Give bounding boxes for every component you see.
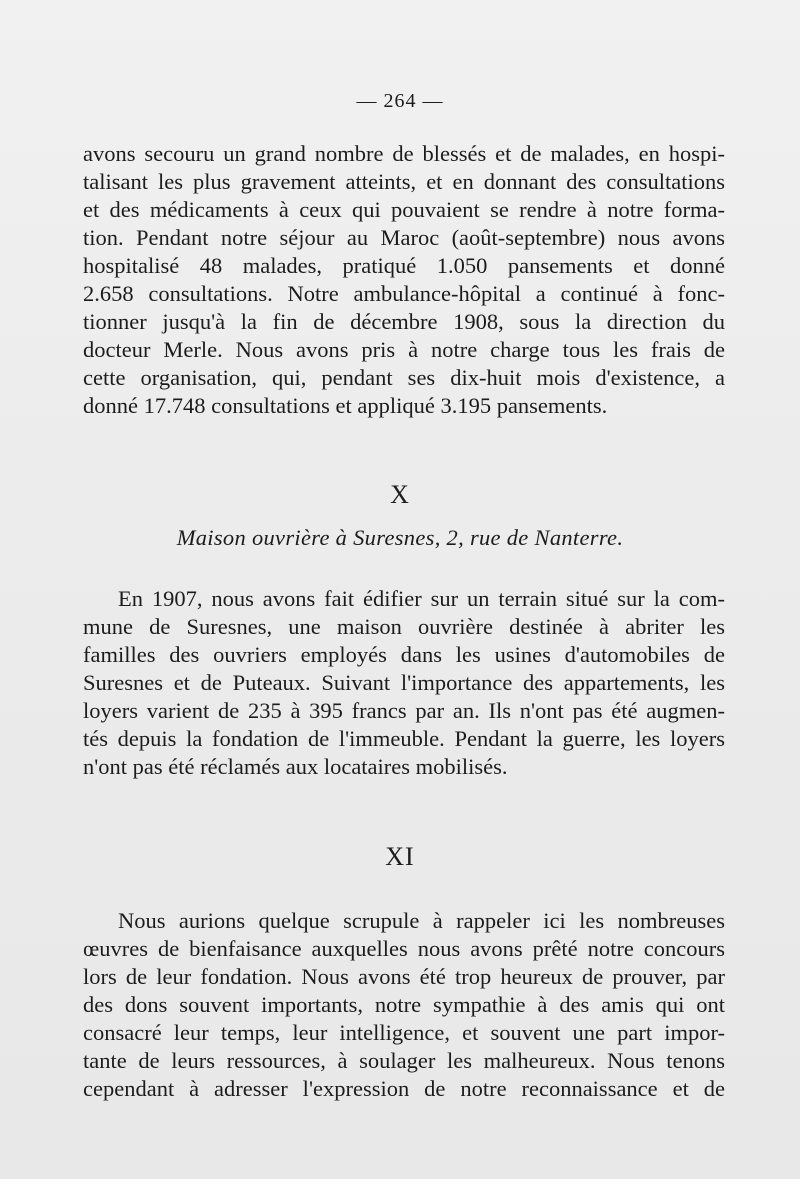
text-line: tés depuis la fondation de l'immeuble. Pendant la guerre, les loyers (83, 726, 725, 751)
text-line: œuvres de bienfaisance auxquelles nous avons prêté notre concours (83, 936, 725, 961)
text-line: tante de leurs ressources, à soulager les malheureux. Nous tenons (83, 1048, 725, 1073)
text-line: lors de leur fondation. Nous avons été trop heureux de prouver, par (83, 964, 725, 989)
text-line: et des médicaments à ceux qui pouvaient se rendre à notre forma- (83, 197, 725, 222)
page-number: — 264 — (356, 90, 444, 112)
text-line: En 1907, nous avons fait édifier sur un terrain situé sur la com- (118, 586, 725, 611)
text-line: Suresnes et de Puteaux. Suivant l'importance des appartements, les (83, 670, 725, 695)
text-line: avons secouru un grand nombre de blessés et de malades, en hospi- (83, 141, 725, 166)
text-line: 2.658 consultations. Notre ambulance-hôpital a continué à fonc- (83, 281, 725, 306)
section-number-x: X (390, 480, 410, 509)
text-line: tionner jusqu'à la fin de décembre 1908, sous la direction du (83, 309, 725, 334)
text-line: loyers varient de 235 à 395 francs par an. Ils n'ont pas été augmen- (83, 698, 725, 723)
section-title-x: Maison ouvrière à Suresnes, 2, rue de Nanterre. (176, 525, 624, 550)
text-line: cette organisation, qui, pendant ses dix-huit mois d'existence, a (83, 365, 725, 390)
text-line: docteur Merle. Nous avons pris à notre charge tous les frais de (83, 337, 725, 362)
text-line: familles des ouvriers employés dans les usines d'automobiles de (83, 642, 725, 667)
text-line: Nous aurions quelque scrupule à rappeler ici les nombreuses (118, 908, 725, 933)
text-line: cependant à adresser l'expression de notre reconnaissance et de (83, 1076, 725, 1101)
text-line: des dons souvent importants, notre sympathie à des amis qui ont (83, 992, 725, 1017)
section-number-xi: XI (385, 842, 415, 871)
text-line: n'ont pas été réclamés aux locataires mobilisés. (83, 754, 508, 779)
text-line: talisant les plus gravement atteints, et en donnant des consultations (83, 169, 725, 194)
text-line: tion. Pendant notre séjour au Maroc (août-septembre) nous avons (83, 225, 725, 250)
text-line: donné 17.748 consultations et appliqué 3.195 pansements. (83, 393, 608, 418)
text-line: mune de Suresnes, une maison ouvrière destinée à abriter les (83, 614, 725, 639)
text-line: hospitalisé 48 malades, pratiqué 1.050 pansements et donné (83, 253, 725, 278)
text-line: consacré leur temps, leur intelligence, et souvent une part impor- (83, 1020, 725, 1045)
